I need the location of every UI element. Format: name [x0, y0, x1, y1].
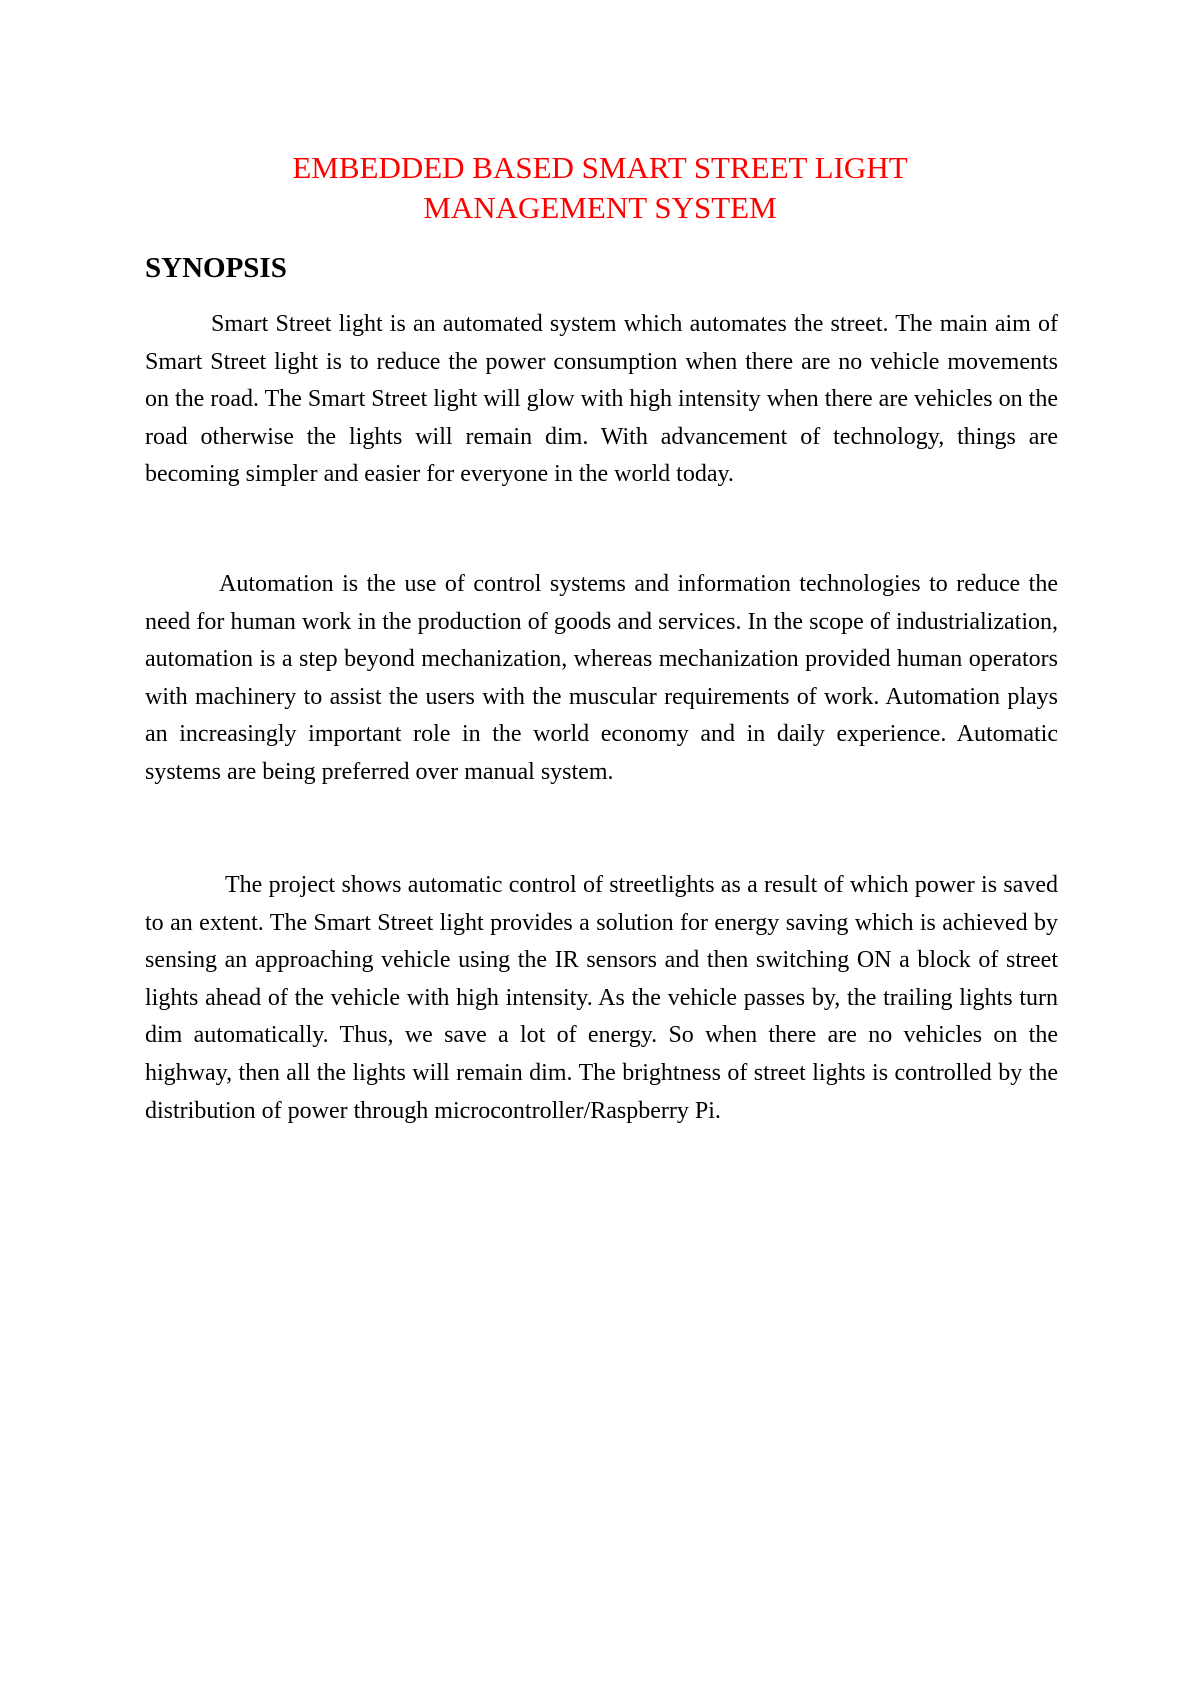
- paragraph-1: Smart Street light is an automated system which automates the street. The main aim of Smart Street light is to reduce the power consumption when there are no vehicle movements on the road. The Smart Street light will glow with high intensity when there are vehicles on the road otherwise the lights will remain dim. With advancement of technology, things are becoming simpler and easier for everyone in the world today.: [145, 311, 1058, 488]
- paragraph-3: The project shows automatic control of streetlights as a result of which power is saved to an extent. The Smart Street light provides a solution for energy saving which is achieved by sensing an approaching vehicle using the IR sensors and then switching ON a block of street lights ahead of the vehicle with high intensity. As the vehicle passes by, the trailing lights turn dim automatically. Thus, we save a lot of energy. So when there are no vehicles on the highway, then all the lights will remain dim. The brightness of street lights is controlled by the distribution of power through microcontroller/Raspberry Pi.: [145, 872, 1058, 1124]
- title-line-2: MANAGEMENT SYSTEM: [423, 190, 777, 225]
- document-title: [0, 148, 1200, 228]
- paragraph-2: Automation is the use of control systems and information technologies to reduce the need for human work in the production of goods and services. In the scope of industrialization, automation is a step beyond mechanization, whereas mechanization provided human operators with machinery to assist the users with the muscular requirements of work. Automation plays an increasingly important role in the world economy and in daily experience. Automatic systems are being preferred over manual system.: [145, 571, 1058, 785]
- title-line-1: EMBEDDED BASED SMART STREET LIGHT: [292, 150, 908, 185]
- section-heading: SYNOPSIS: [145, 252, 287, 284]
